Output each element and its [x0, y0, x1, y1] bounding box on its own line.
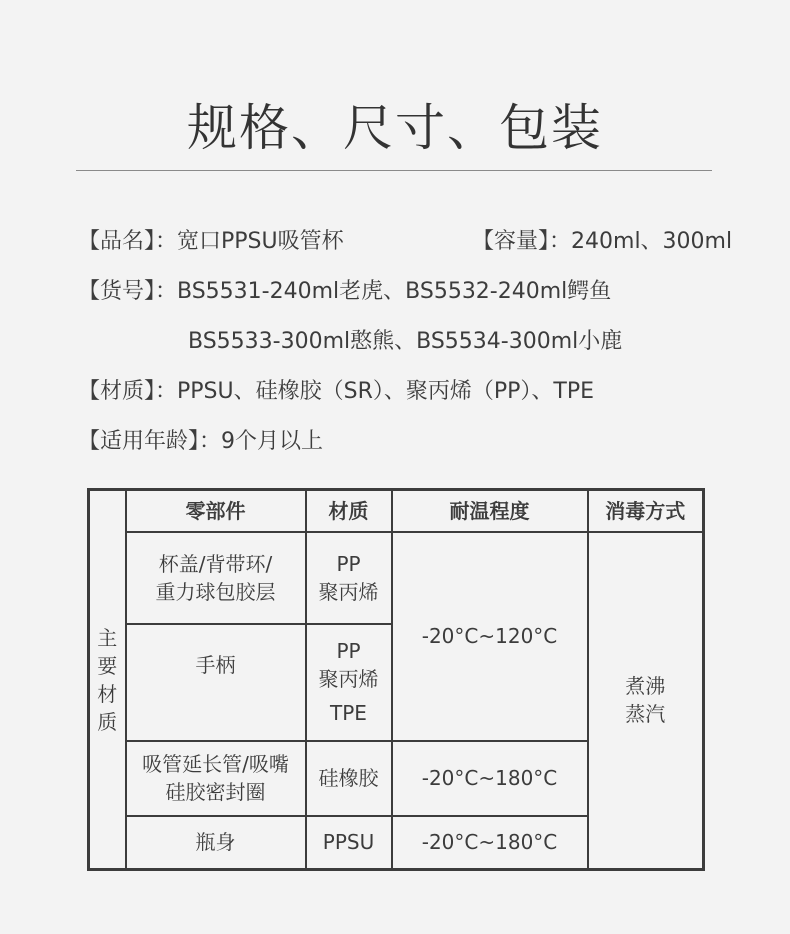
capacity-row [472, 228, 732, 256]
material-value: PPSU、硅橡胶（SR）、聚丙烯（PP）、TPE [177, 379, 595, 404]
capacity-label: 【容量】： [472, 229, 572, 254]
header-disinfection: 消毒方式 [588, 490, 704, 532]
capacity-value: 240ml、300ml [571, 229, 733, 254]
header-temperature: 耐温程度 [392, 490, 588, 532]
material-line: 聚丙烯 [318, 667, 379, 691]
material-line: 聚丙烯 [318, 579, 379, 604]
item-number-label: 【货号】： [78, 279, 178, 304]
disinfection-cell [588, 532, 704, 870]
material-line: PP [336, 551, 361, 576]
part-cell: 手柄 [126, 624, 306, 741]
material-cell: PPSU [306, 816, 392, 870]
item-number-line2: BS5533-300ml憨熊、BS5534-300ml小鹿 [188, 329, 623, 354]
header-material: 材质 [306, 490, 392, 532]
part-line: 杯盖/背带环/ [158, 551, 273, 576]
product-name-row [78, 228, 344, 256]
page-title: 规格、尺寸、包装 [187, 99, 603, 157]
header-part: 零部件 [126, 490, 306, 532]
part-line: 重力球包胶层 [155, 579, 276, 604]
material-label: 【材质】： [78, 379, 178, 404]
material-line: PP [336, 639, 361, 663]
table-row [89, 532, 704, 624]
age-value: 9个月以上 [221, 429, 324, 454]
disinfection-line: 煮沸 [625, 674, 666, 699]
material-line: TPE [330, 701, 367, 725]
material-cell [306, 532, 392, 624]
item-number-line1: BS5531-240ml老虎、BS5532-240ml鳄鱼 [177, 279, 612, 304]
part-line: 吸管延长管/吸嘴 [142, 752, 289, 776]
temperature-cell: -20°C~180°C [392, 741, 588, 816]
disinfection-line: 蒸汽 [625, 702, 666, 727]
temperature-cell: -20°C~180°C [392, 816, 588, 870]
title-divider [76, 170, 712, 171]
part-cell: 瓶身 [126, 816, 306, 870]
material-cell: 硅橡胶 [306, 741, 392, 816]
side-label-main-materials: 主 要 材 质 [89, 490, 126, 870]
part-cell [126, 532, 306, 624]
material-cell [306, 624, 392, 741]
product-name-label: 【品名】： [78, 229, 178, 254]
part-cell [126, 741, 306, 816]
part-line: 硅胶密封圈 [165, 780, 266, 804]
table-header-row [89, 490, 704, 532]
product-name-value: 宽口PPSU吸管杯 [177, 229, 344, 254]
temperature-cell-merged: -20°C~120°C [392, 532, 588, 741]
age-row [78, 428, 323, 456]
item-number-row [78, 278, 611, 306]
material-row [78, 378, 594, 406]
age-label: 【适用年龄】： [78, 429, 222, 454]
spec-table [87, 488, 705, 871]
